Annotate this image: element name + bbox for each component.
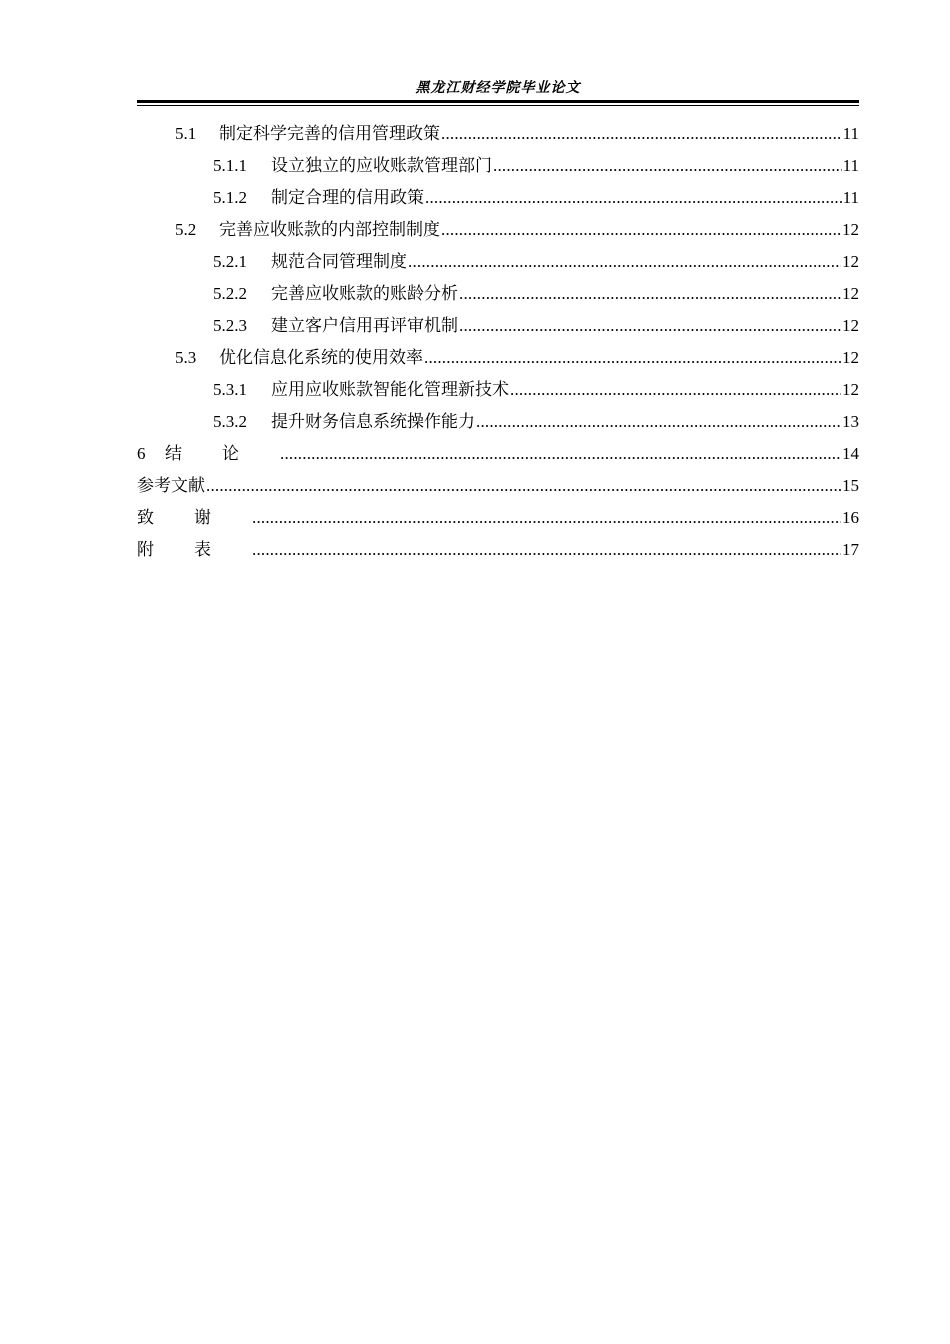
toc-number: 5.2.3 (213, 316, 247, 335)
toc-title: 提升财务信息系统操作能力 (271, 412, 475, 431)
toc-leader-dots (441, 214, 841, 246)
toc-number: 5.3.1 (213, 380, 247, 399)
toc-entry-5-2-1[interactable] (137, 246, 859, 278)
toc-entry-references[interactable] (137, 470, 859, 502)
toc-leader-dots (206, 470, 841, 502)
toc-title: 完善应收账款的账龄分析 (271, 284, 458, 303)
toc-leader-dots (510, 374, 841, 406)
toc-page-number: 12 (842, 380, 859, 399)
toc-entry-5-1-1[interactable] (137, 150, 859, 182)
toc-page-number: 17 (842, 540, 859, 559)
toc-title: 完善应收账款的内部控制制度 (219, 220, 440, 239)
toc-number: 5.1.2 (213, 188, 247, 207)
toc-entry-5-3-2[interactable] (137, 406, 859, 438)
toc-page-number: 12 (842, 284, 859, 303)
toc-entry-5-1-2[interactable] (137, 182, 859, 214)
toc-title: 参考文献 (137, 476, 205, 495)
toc-leader-dots (280, 438, 841, 470)
toc-number: 6 (137, 444, 146, 463)
toc-leader-dots (408, 246, 841, 278)
toc-page-number: 12 (842, 220, 859, 239)
toc-title: 建立客户信用再评审机制 (271, 316, 458, 335)
toc-title: 制定合理的信用政策 (271, 188, 424, 207)
toc-title: 附表 (137, 540, 251, 559)
toc-leader-dots (441, 118, 842, 150)
toc-title: 规范合同管理制度 (271, 252, 407, 271)
toc-leader-dots (493, 150, 842, 182)
toc-entry-5-1[interactable] (137, 118, 859, 150)
toc-title: 结论 (165, 444, 279, 463)
toc-page-number: 15 (842, 476, 859, 495)
toc-page-number: 12 (842, 252, 859, 271)
toc-title: 设立独立的应收账款管理部门 (271, 156, 492, 175)
toc-entry-5-2-2[interactable] (137, 278, 859, 310)
toc-number: 5.1.1 (213, 156, 247, 175)
header-rule-thin (137, 105, 859, 106)
toc-entry-5-3-1[interactable] (137, 374, 859, 406)
toc-page-number: 11 (842, 188, 859, 207)
header-rule-thick (137, 100, 859, 103)
toc-number: 5.3 (175, 348, 197, 367)
toc-leader-dots (459, 310, 841, 342)
toc-title: 致谢 (137, 508, 251, 527)
toc-leader-dots (252, 502, 841, 534)
toc-entry-5-2-3[interactable] (137, 310, 859, 342)
toc-leader-dots (425, 182, 842, 214)
toc-leader-dots (476, 406, 841, 438)
toc-leader-dots (459, 278, 841, 310)
toc-number: 5.1 (175, 124, 197, 143)
toc-page-number: 13 (842, 412, 859, 431)
toc-page-number: 11 (842, 156, 859, 175)
toc-leader-dots (252, 534, 841, 566)
toc-title: 优化信息化系统的使用效率 (219, 348, 423, 367)
toc-page-number: 16 (842, 508, 859, 527)
toc-leader-dots (424, 342, 841, 374)
toc-entry-5-3[interactable] (137, 342, 859, 374)
toc-title: 应用应收账款智能化管理新技术 (271, 380, 509, 399)
running-header: 黑龙江财经学院毕业论文 (415, 81, 581, 96)
toc-page-number: 12 (842, 316, 859, 335)
toc-page-number: 14 (842, 444, 859, 463)
toc-page-number: 12 (842, 348, 859, 367)
table-of-contents (137, 118, 859, 566)
toc-number: 5.2.2 (213, 284, 247, 303)
toc-entry-5-2[interactable] (137, 214, 859, 246)
toc-entry-appendix[interactable] (137, 534, 859, 566)
toc-entry-conclusion[interactable] (137, 438, 859, 470)
toc-page-number: 11 (842, 124, 859, 143)
toc-title: 制定科学完善的信用管理政策 (219, 124, 440, 143)
toc-number: 5.2.1 (213, 252, 247, 271)
toc-number: 5.2 (175, 220, 197, 239)
toc-number: 5.3.2 (213, 412, 247, 431)
toc-entry-acknowledgements[interactable] (137, 502, 859, 534)
